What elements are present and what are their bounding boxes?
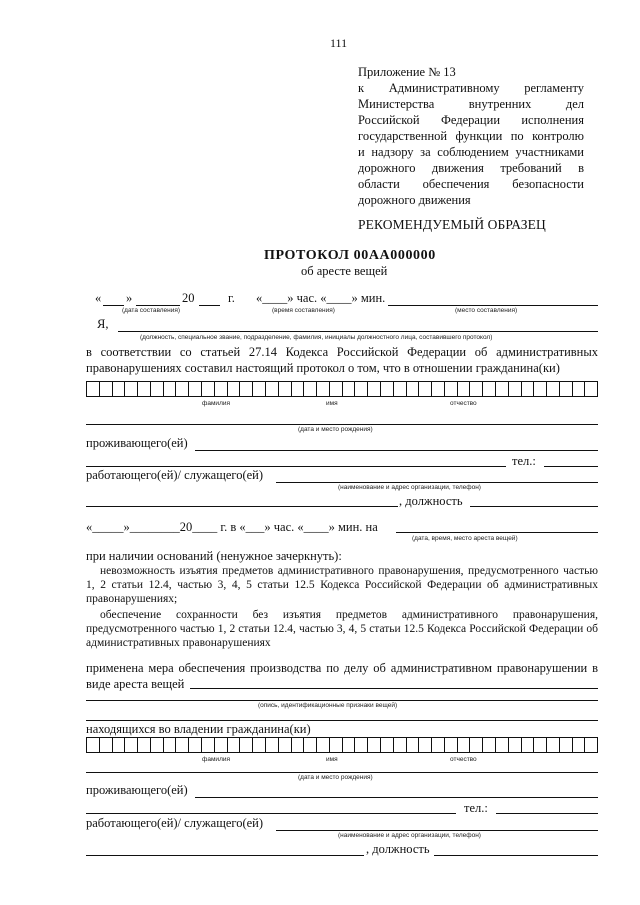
letter-cell[interactable] bbox=[240, 738, 253, 752]
year-suffix: г. bbox=[228, 291, 235, 305]
protocol-title: ПРОТОКОЛ 00АА000000 bbox=[264, 248, 436, 263]
position-prefix-field[interactable] bbox=[86, 506, 398, 507]
position-label-2: , должность bbox=[366, 842, 430, 856]
ya-label: Я, bbox=[97, 317, 109, 331]
letter-cell[interactable] bbox=[343, 382, 356, 396]
appendix-line: Министерства внутренних дел bbox=[358, 97, 584, 111]
letter-cell[interactable] bbox=[113, 382, 126, 396]
letter-cell[interactable] bbox=[138, 738, 151, 752]
letter-cell[interactable] bbox=[458, 738, 471, 752]
letter-cell[interactable] bbox=[470, 738, 483, 752]
letter-cell[interactable] bbox=[304, 382, 317, 396]
position-field[interactable] bbox=[470, 506, 598, 507]
letter-cell[interactable] bbox=[138, 382, 151, 396]
caption-org: (наименование и адрес организации, телефон) bbox=[338, 484, 481, 491]
letter-cell[interactable] bbox=[419, 382, 432, 396]
items-field-1[interactable] bbox=[190, 688, 598, 689]
residing-field-3[interactable] bbox=[195, 797, 598, 798]
year-prefix: 20 bbox=[182, 291, 195, 305]
name-letter-grid[interactable] bbox=[86, 381, 598, 397]
letter-cell[interactable] bbox=[458, 382, 471, 396]
letter-cell[interactable] bbox=[292, 382, 305, 396]
letter-cell[interactable] bbox=[573, 738, 586, 752]
grounds-heading: при наличии оснований (ненужное зачеркнуть): bbox=[86, 549, 342, 563]
appendix-line: к Административному регламенту bbox=[358, 81, 584, 95]
year-field[interactable] bbox=[199, 305, 220, 306]
items-field-2[interactable] bbox=[86, 700, 598, 701]
letter-cell[interactable] bbox=[432, 382, 445, 396]
letter-cell[interactable] bbox=[253, 738, 266, 752]
accordance-paragraph: в соответствии со статьей 27.14 Кодекса Российской Федерации об административных правонарушениях составил настоящий протокол о том, что в отношении гражданина(ки) bbox=[86, 345, 598, 375]
residing-field[interactable] bbox=[195, 450, 598, 451]
letter-cell[interactable] bbox=[100, 382, 113, 396]
letter-cell[interactable] bbox=[304, 738, 317, 752]
letter-cell[interactable] bbox=[176, 738, 189, 752]
letter-cell[interactable] bbox=[522, 738, 535, 752]
letter-cell[interactable] bbox=[164, 382, 177, 396]
appendix-line: области обеспечения безопасности bbox=[358, 177, 584, 191]
letter-cell[interactable] bbox=[419, 738, 432, 752]
caption-date: (дата составления) bbox=[122, 307, 181, 314]
letter-cell[interactable] bbox=[368, 382, 381, 396]
letter-cell[interactable] bbox=[343, 738, 356, 752]
date-quote-open: « bbox=[95, 291, 102, 305]
letter-cell[interactable] bbox=[215, 382, 228, 396]
letter-cell[interactable] bbox=[266, 738, 279, 752]
items-field-3[interactable] bbox=[86, 720, 598, 721]
tel-field[interactable] bbox=[544, 466, 598, 467]
letter-cell[interactable] bbox=[317, 738, 330, 752]
letter-cell[interactable] bbox=[202, 738, 215, 752]
letter-cell[interactable] bbox=[292, 738, 305, 752]
ground-option-1: невозможность изъятия предметов административного правонарушения, предусмотренного частью 1, 2 статьи 12.4, частью 3, 4, 5 статьи 12.5 Кодекса Российской Федерации об административных правонарушениях; bbox=[86, 565, 598, 605]
birth-field-2[interactable] bbox=[86, 772, 598, 773]
letter-cell[interactable] bbox=[560, 382, 573, 396]
letter-cell[interactable] bbox=[355, 382, 368, 396]
letter-cell[interactable] bbox=[317, 382, 330, 396]
appendix-line: государственной функции по контролю bbox=[358, 129, 584, 143]
letter-cell[interactable] bbox=[381, 382, 394, 396]
letter-cell[interactable] bbox=[330, 382, 343, 396]
letter-cell[interactable] bbox=[151, 738, 164, 752]
letter-cell[interactable] bbox=[547, 382, 560, 396]
appendix-line: и надзору за соблюдением участниками bbox=[358, 145, 584, 159]
working-label-2: работающего(ей)/ служащего(ей) bbox=[86, 816, 264, 830]
appendix-block bbox=[358, 64, 584, 208]
letter-cell[interactable] bbox=[560, 738, 573, 752]
letter-cell[interactable] bbox=[125, 382, 138, 396]
arrest-place-field[interactable] bbox=[396, 532, 598, 533]
letter-cell[interactable] bbox=[202, 382, 215, 396]
letter-cell[interactable] bbox=[100, 738, 113, 752]
letter-cell[interactable] bbox=[470, 382, 483, 396]
position-prefix-field-2[interactable] bbox=[86, 855, 364, 856]
letter-cell[interactable] bbox=[509, 382, 522, 396]
letter-cell[interactable] bbox=[228, 382, 241, 396]
caption-officer: (должность, специальное звание, подразделение, фамилия, инициалы должностного лица, составившего протокол) bbox=[140, 334, 493, 341]
protocol-subtitle: об аресте вещей bbox=[301, 264, 388, 278]
letter-cell[interactable] bbox=[355, 738, 368, 752]
letter-cell[interactable] bbox=[125, 738, 138, 752]
letter-cell[interactable] bbox=[534, 382, 547, 396]
measure-paragraph: применена мера обеспечения производства по делу об административном правонарушении в виде ареста вещей bbox=[86, 661, 598, 691]
caption-surname-2: фамилия bbox=[202, 756, 231, 763]
letter-cell[interactable] bbox=[368, 738, 381, 752]
letter-cell[interactable] bbox=[266, 382, 279, 396]
letter-cell[interactable] bbox=[164, 738, 177, 752]
arrest-date-text: «_____»________20____ г. в «___» час. «____» мин. на bbox=[86, 520, 378, 534]
letter-cell[interactable] bbox=[445, 738, 458, 752]
workplace-field[interactable] bbox=[276, 482, 598, 483]
letter-cell[interactable] bbox=[547, 738, 560, 752]
letter-cell[interactable] bbox=[522, 382, 535, 396]
letter-cell[interactable] bbox=[585, 738, 597, 752]
officer-field[interactable] bbox=[118, 331, 598, 332]
letter-cell[interactable] bbox=[585, 382, 597, 396]
residing-label: проживающего(ей) bbox=[86, 436, 188, 450]
caption-patronymic-2: отчество bbox=[450, 756, 477, 763]
letter-cell[interactable] bbox=[432, 738, 445, 752]
caption-items: (опись, идентификационные признаки вещей) bbox=[258, 702, 398, 709]
caption-place: (место составления) bbox=[455, 307, 518, 314]
name-letter-grid-2[interactable] bbox=[86, 737, 598, 753]
caption-time: (время составления) bbox=[272, 307, 335, 314]
letter-cell[interactable] bbox=[483, 738, 496, 752]
caption-patronymic: отчество bbox=[450, 400, 477, 407]
appendix-line: дорожного движения bbox=[358, 193, 471, 207]
letter-cell[interactable] bbox=[496, 382, 509, 396]
residing-field-2[interactable] bbox=[86, 466, 506, 467]
residing-field-4[interactable] bbox=[86, 813, 456, 814]
letter-cell[interactable] bbox=[445, 382, 458, 396]
letter-cell[interactable] bbox=[279, 382, 292, 396]
letter-cell[interactable] bbox=[407, 738, 420, 752]
appendix-title: Приложение № 13 bbox=[358, 65, 456, 79]
page-number: 111 bbox=[330, 36, 348, 50]
caption-org-2: (наименование и адрес организации, телефон) bbox=[338, 832, 481, 839]
ground-option-2: обеспечение сохранности без изъятия предметов административного правонарушения, предусмотренного частью 1, 2 статьи 12.4, частью 3, 4, 5 статьи 12.5 Кодекса Российской Федерации об административных правонарушениях bbox=[86, 609, 598, 649]
caption-birth-2: (дата и место рождения) bbox=[298, 774, 373, 781]
letter-cell[interactable] bbox=[407, 382, 420, 396]
possession-label: находящихся во владении гражданина(ки) bbox=[86, 722, 311, 736]
letter-cell[interactable] bbox=[189, 738, 202, 752]
workplace-field-2[interactable] bbox=[276, 830, 598, 831]
letter-cell[interactable] bbox=[483, 382, 496, 396]
letter-cell[interactable] bbox=[87, 382, 100, 396]
caption-name: имя bbox=[326, 400, 338, 407]
letter-cell[interactable] bbox=[240, 382, 253, 396]
letter-cell[interactable] bbox=[87, 738, 100, 752]
residing-label-2: проживающего(ей) bbox=[86, 783, 188, 797]
tel-label-2: тел.: bbox=[464, 801, 488, 815]
letter-cell[interactable] bbox=[215, 738, 228, 752]
letter-cell[interactable] bbox=[534, 738, 547, 752]
letter-cell[interactable] bbox=[176, 382, 189, 396]
letter-cell[interactable] bbox=[394, 738, 407, 752]
working-label: работающего(ей)/ служащего(ей) bbox=[86, 468, 264, 482]
letter-cell[interactable] bbox=[113, 738, 126, 752]
letter-cell[interactable] bbox=[496, 738, 509, 752]
position-field-2[interactable] bbox=[434, 855, 598, 856]
letter-cell[interactable] bbox=[509, 738, 522, 752]
place-field[interactable] bbox=[388, 305, 598, 306]
recommended-sample-label: РЕКОМЕНДУЕМЫЙ ОБРАЗЕЦ bbox=[358, 217, 546, 232]
tel-field-2[interactable] bbox=[496, 813, 598, 814]
caption-arrest: (дата, время, место ареста вещей) bbox=[412, 535, 518, 542]
time-text: «____» час. «____» мин. bbox=[256, 291, 386, 305]
letter-cell[interactable] bbox=[253, 382, 266, 396]
appendix-line: дорожного движения требований в bbox=[358, 161, 584, 175]
caption-birth: (дата и место рождения) bbox=[298, 426, 373, 433]
letter-cell[interactable] bbox=[228, 738, 241, 752]
appendix-line: Российской Федерации исполнения bbox=[358, 113, 584, 127]
caption-name-2: имя bbox=[326, 756, 338, 763]
letter-cell[interactable] bbox=[279, 738, 292, 752]
letter-cell[interactable] bbox=[330, 738, 343, 752]
caption-surname: фамилия bbox=[202, 400, 231, 407]
month-field[interactable] bbox=[136, 305, 180, 306]
letter-cell[interactable] bbox=[189, 382, 202, 396]
letter-cell[interactable] bbox=[151, 382, 164, 396]
date-quote-close: » bbox=[126, 291, 133, 305]
letter-cell[interactable] bbox=[573, 382, 586, 396]
day-field[interactable] bbox=[103, 305, 124, 306]
position-label: , должность bbox=[399, 494, 463, 508]
tel-label: тел.: bbox=[512, 454, 536, 468]
letter-cell[interactable] bbox=[381, 738, 394, 752]
letter-cell[interactable] bbox=[394, 382, 407, 396]
birth-field[interactable] bbox=[86, 424, 598, 425]
